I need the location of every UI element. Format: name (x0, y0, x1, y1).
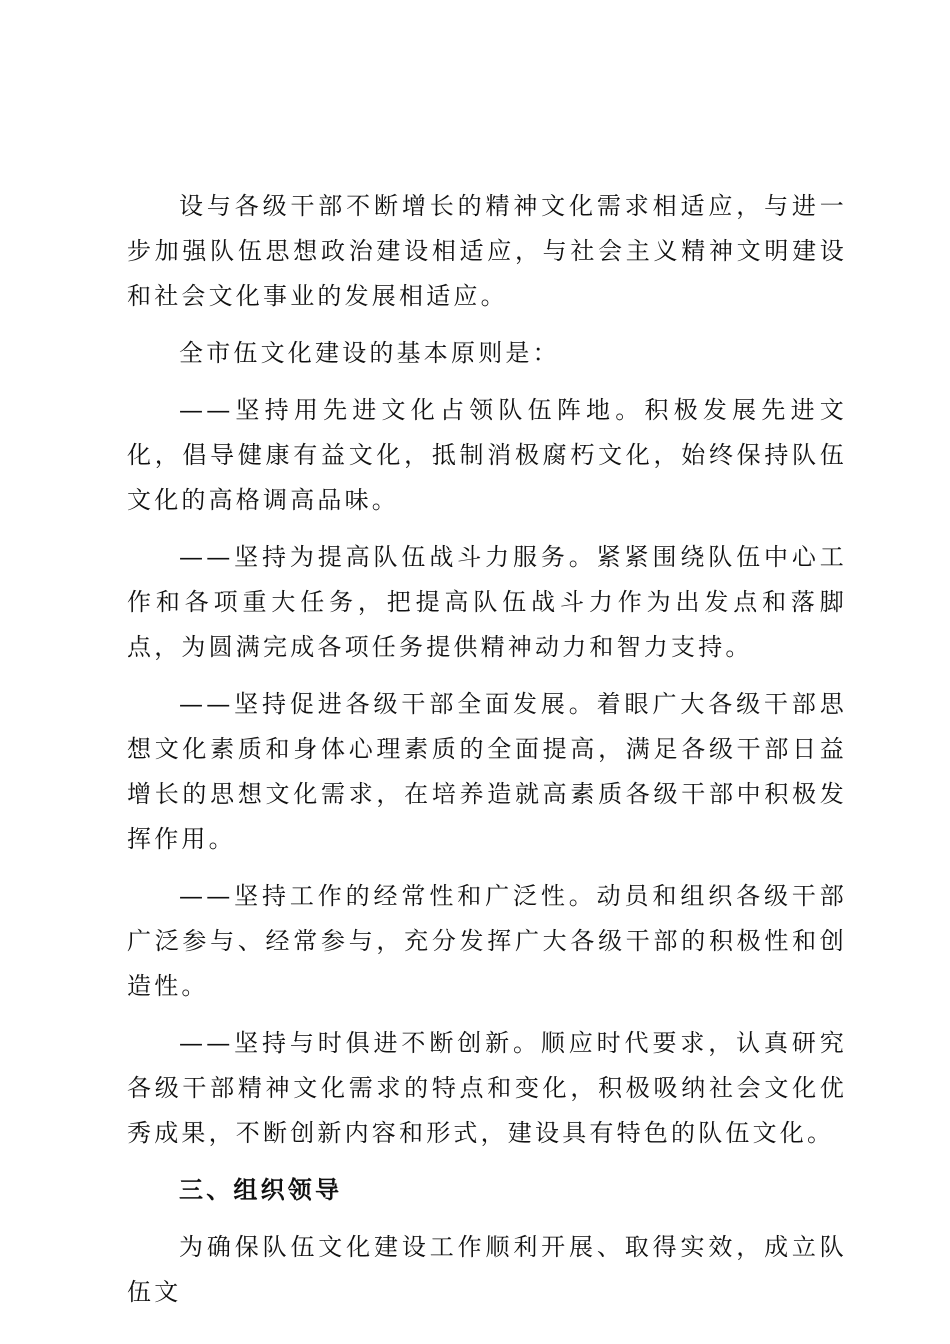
principles-intro: 全市伍文化建设的基本原则是： (179, 339, 560, 367)
body-paragraph: 设与各级干部不断增长的精神文化需求相适应，与进一步加强队伍思想政治建设相适应，与社会主义精神文明建设和社会文化事业的发展相适应。 (127, 192, 847, 310)
principle-item: ——坚持促进各级干部全面发展。着眼广大各级干部思想文化素质和身体心理素质的全面提高，满足各级干部日益增长的思想文化需求，在培养造就高素质各级干部中积极发挥作用。 (127, 690, 847, 853)
principle-item: ——坚持工作的经常性和广泛性。动员和组织各级干部广泛参与、经常参与，充分发挥广大各级干部的积极性和创造性。 (127, 882, 847, 1000)
document-body (127, 184, 847, 1327)
body-paragraph: 为确保队伍文化建设工作顺利开展、取得实效，成立队伍文 (127, 1233, 847, 1306)
section-heading: 三、组织领导 (179, 1176, 343, 1204)
principle-item: ——坚持与时俱进不断创新。顺应时代要求，认真研究各级干部精神文化需求的特点和变化，积极吸纳社会文化优秀成果，不断创新内容和形式，建设具有特色的队伍文化。 (127, 1029, 847, 1147)
principle-item: ——坚持为提高队伍战斗力服务。紧紧围绕队伍中心工作和各项重大任务，把提高队伍战斗力作为出发点和落脚点，为圆满完成各项任务提供精神动力和智力支持。 (127, 543, 847, 661)
principle-item: ——坚持用先进文化占领队伍阵地。积极发展先进文化，倡导健康有益文化，抵制消极腐朽文化，始终保持队伍文化的高格调高品味。 (127, 396, 847, 514)
